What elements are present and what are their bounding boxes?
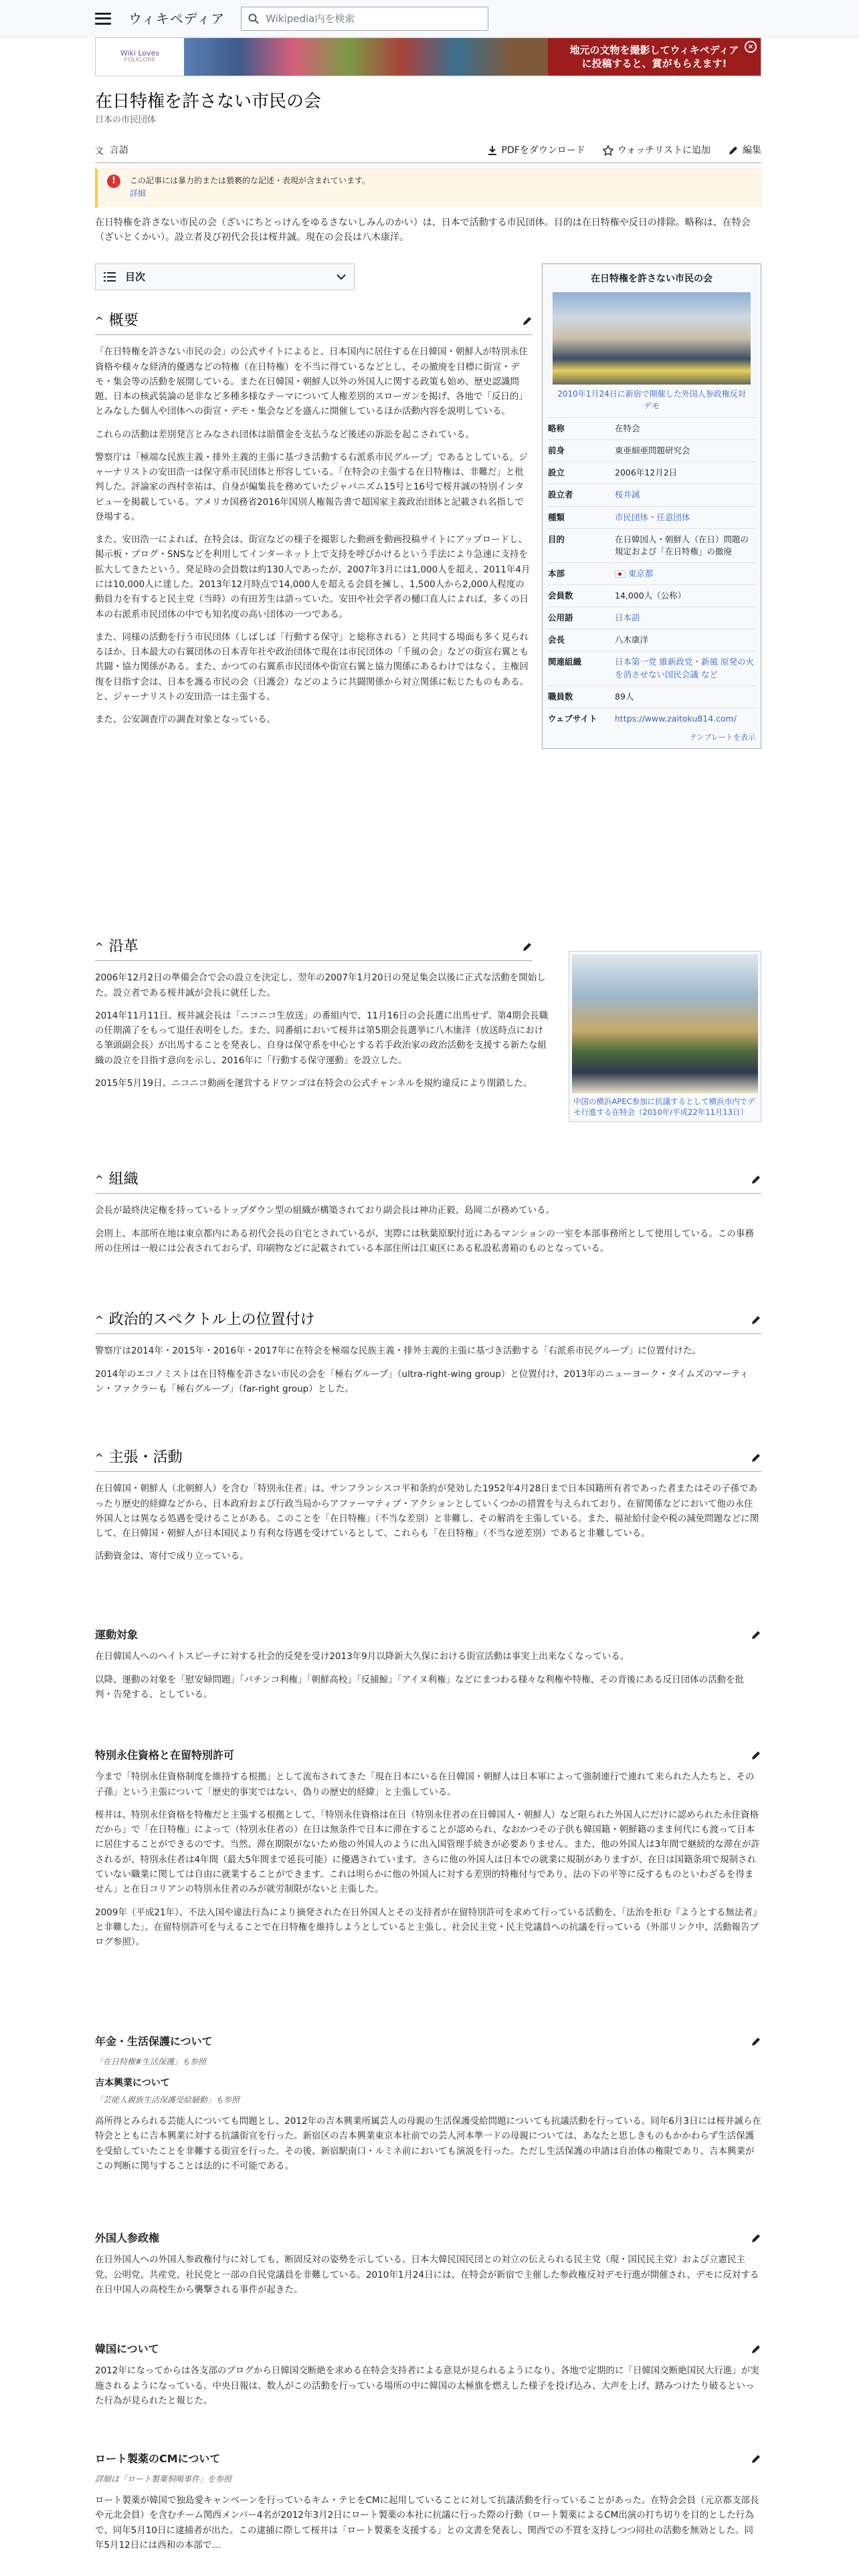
banner-logo: [96, 38, 184, 76]
paragraph: 高所得とみられる芸能人についても問題とし、2012年の吉本興業所属芸人の母親の生活保護受給問題についても抗議活動を行っている。同年6月3日には桜井誠ら在特会とともに吉本興業に対する抗議街宣を行った。新宿区の吉本興業東京本社前での芸人河本準一ドの母親については、あなたと思しきものもかかわらず生活保護を受給していたことを非難する街宣を行った。その後、新宿駅南口・ルミネ前においても演説を行った。ただし生活保護の申請は自治体の権限であり、吉本興業がこの判断に関与することは法的に不可能である。: [95, 2116, 761, 2171]
top-bar: [0, 0, 859, 37]
pencil-icon: [751, 2454, 761, 2464]
pencil-icon: [751, 2036, 761, 2047]
paragraph: 以降、運動の対象を「慰安婦問題」「パチンコ利権」「朝鮮高校」「反捕鯨」「アイヌ利権」などにまつわる様々な利権や特権、その背後にある反日団体の活動を批判・告発する、としている。: [95, 1674, 745, 1700]
search-icon: [248, 13, 259, 24]
demo-photo: [572, 954, 758, 1093]
collapse-icon: ^: [95, 1313, 104, 1326]
collapse-icon: ^: [95, 940, 104, 953]
pencil-icon: [728, 145, 739, 156]
infobox-row: [548, 651, 755, 685]
paragraph: 2009年（平成21年）、不法入国や違法行為により摘発された在日外国人とその支持者が在留特別許可を求めて行っている活動を、「法治を拒む『ようとする無法者』と非難した」。在留特別許可を与えることで在日特権を維持しようとしていると主張し、社会民主党・民主党議員への抗議を行っている（外部リンク中、活動報告ブログ参照）。: [95, 1907, 759, 1948]
paragraph: また、安田浩一によれば、在特会は、街宣などの様子を撮影した動画を動画投稿サイトにアップロードし、掲示板・ブログ・SNSなどを利用してインターネット上で支持を呼びかけるという手法により急速に支持を拡大してきたという。発足時の会員数は約130人であったが、2007年3月には1,000人を超え、2011年4月には10,000人に達した。2013年12月時点で14,000人を超える会員を擁し、1,500人から2,000人程度の動員力を有すると民主党（当時）の有田芳生は語っていた。安田や社会学者の樋口直人によれば、多くの日本の右派系市民団体の中でも知名度の高い団体の一つである。: [95, 534, 531, 620]
notice-text: この記事には暴力的または猥褻的な記述・表現が含まれています。: [130, 176, 371, 185]
infobox-image[interactable]: [553, 292, 751, 385]
infobox-label: 設立者: [548, 490, 573, 500]
japan-flag-icon: [615, 570, 626, 578]
main-menu-icon[interactable]: [95, 13, 111, 25]
list-icon: [104, 272, 116, 282]
infobox-row: [548, 685, 755, 708]
infobox-caption[interactable]: 2010年1月24日に新宿で開催した外国人参政権反対デモ: [557, 389, 746, 411]
lead-paragraph: 在日特権を許さない市民の会（ざいにちとっけんをゆるさないしみんのかい）は、日本で活動する市民団体。目的は在日特権や反日の排除。略称は、在特会（ざいとくかい）。設立者及び初代会長は桜井誠。現在の会長は八木康洋。: [95, 217, 751, 243]
watchlist-button[interactable]: [603, 143, 710, 158]
hatnote: 詳細は「ロート製薬恫喝事件」を参照: [95, 2474, 232, 2484]
paragraph: また、同様の活動を行う市民団体（しばしば「行動する保守」と総称される）と共同する場面も多く見られるほか、日本最大の右翼団体の日本青年社や政治団体で現在は市民団体の「千風の会」などの街宣右翼とも共闘・協力関係がある。また、かつての右翼系市民団体や街宣右翼と協力関係にあるわけではなく、主権回復を目指す会は、日本を護る市民の会（日護会）などのように共闘関係から対立関係に転じたものもある。と、ジャーナリストの安田浩一は主張する。: [95, 631, 529, 702]
paragraph: 在日外国人への外国人参政権付与に対しても、断固反対の姿勢を示している。日本大韓民国民団との対立の伝えられる民主党（現・国民民主党）および立憲民主党、公明党、共産党、社民党と一部の自民党議員を非難している。2010年1月24日には、在特会が新宿で主催した参政権反対デモ行進が開催され、デモに反対する在日中国人の高校生から襲撃される事件が起きた。: [95, 2254, 759, 2295]
infobox-label: 種類: [548, 512, 565, 522]
infobox-label: 本部: [548, 568, 565, 578]
chevron-down-icon: [337, 274, 346, 280]
infobox-value[interactable]: 東京都: [615, 568, 755, 580]
language-button[interactable]: [95, 143, 128, 158]
banner-cta[interactable]: [548, 38, 761, 76]
page-subtitle: 日本の市民団体: [95, 115, 157, 125]
infobox-label: 公用語: [548, 613, 573, 623]
infobox-row: [548, 417, 755, 439]
pencil-icon: [751, 2233, 761, 2244]
infobox-value[interactable]: 89人: [615, 691, 634, 702]
section-heading[interactable]: ^ 沿革: [95, 935, 533, 961]
infobox-value[interactable]: 2006年12月2日: [615, 467, 678, 478]
pencil-icon: [751, 1315, 761, 1325]
infobox-label: 職員数: [548, 691, 573, 702]
infobox-row: [548, 439, 755, 461]
banner-logo-sub: FOLKLORE: [124, 57, 156, 64]
pdf-label: PDFをダウンロード: [501, 145, 585, 156]
page-title: 在日特権を許さない市民の会: [95, 92, 322, 112]
infobox-row: [548, 562, 755, 584]
section-history: [95, 935, 557, 1099]
subsection-heading[interactable]: 外国人参政権: [95, 2230, 761, 2247]
section-spectrum: [95, 1308, 761, 1404]
paragraph: 2006年12月2日の準備会合で会の設立を決定し、翌年の2007年1月20日の発足集会以後に正式な活動を開始した。設立者である桜井誠が会長に就任した。: [95, 972, 546, 998]
edit-button[interactable]: [728, 143, 761, 158]
section-targets: [95, 1626, 761, 1710]
search-input[interactable]: [241, 7, 488, 31]
section-claims: [95, 1446, 761, 1572]
infobox: [542, 263, 761, 749]
pencil-icon: [751, 1453, 761, 1463]
language-icon: [95, 145, 106, 156]
edit-label: 編集: [743, 145, 761, 156]
notice-details-link[interactable]: 詳細: [130, 189, 147, 199]
campaign-banner[interactable]: [95, 37, 761, 76]
paragraph: 2014年11月11日、桜井誠会長は「ニコニコ生放送」の番組内で、11月16日の会長選に出馬せず、第4期会長職の任期満了をもって退任表明をした。また、同番組において桜井は第5期会長選挙に八木康洋（放送時点における筆頭副会長）が出馬することを発表し、自身は保守系を中心とする若手政治家の政治活動を支援する新たな組織の設立を目指す意向を示し、2016年に「行動する保守運動」を設立した。: [95, 1010, 549, 1066]
infobox-template-link[interactable]: テンプレートを表示: [689, 732, 755, 742]
infobox-label: 目的: [548, 534, 565, 544]
warning-icon: !: [107, 175, 120, 188]
star-icon: [603, 145, 613, 156]
banner-cta-text: 地元の文物を撮影してウィキペディアに投稿すると、賞がもらえます!: [569, 43, 739, 70]
infobox-label: 略称: [548, 423, 565, 434]
paragraph: これらの活動は差別発言とみなされ団体は賠償金を支払うなど後述の訴訟を起こされている。: [95, 429, 474, 440]
close-icon[interactable]: ×: [745, 41, 757, 53]
section-heading[interactable]: ^ 政治的スペクトル上の位置付け: [95, 1308, 761, 1334]
paragraph: 2015年5月19日、ニコニコ動画を運営するドワンゴは在特会の公式チャンネルを規約違反により閉鎖した。: [95, 1077, 533, 1089]
pencil-icon: [751, 1630, 761, 1640]
section-overview: [95, 309, 533, 735]
infobox-value[interactable]: 東亜細亜問題研究会: [615, 445, 690, 456]
subsection-heading[interactable]: ロート製薬のCMについて: [95, 2450, 761, 2468]
infobox-row: [548, 528, 755, 562]
sub-subsection-heading: 吉本興業について: [95, 2078, 170, 2089]
paragraph: 会長が最終決定権を持っているトップダウン型の組織が構築されており副会長は神功正毅、島岡二が務めている。: [95, 1205, 555, 1216]
infobox-label: ウェブサイト: [548, 713, 597, 724]
section-residence: [95, 1747, 761, 1957]
subsection-heading[interactable]: 韓国について: [95, 2341, 761, 2358]
section-heading[interactable]: ^ 主張・活動: [95, 1446, 761, 1472]
paragraph: 在日韓国・朝鮮人（北朝鮮人）を含む「特別永住者」は、サンフランシスコ平和条約が発効した1952年4月28日まで日本国籍所有者であった者またはその子孫であったり歴史的経緯などから、日本政府および行政当局からアファーマティブ・アクションとしていくつかの措置を与えられており、在留関係などにおいて他の永住外国人とは異なる処遇を受けることがある。このことを「在日特権」（不当な差別）と非難し、その解消を主張している。また、福祉給付金や税の減免問題などに関して、在日韓国・朝鮮人が日本国民より有利な待遇を受けているとして、これらも「在日特権」（不当な逆差別）であると非難している。: [95, 1483, 759, 1539]
pdf-download-button[interactable]: [487, 143, 585, 158]
pencil-icon: [522, 316, 533, 326]
infobox-row: [548, 584, 755, 607]
paragraph: 会則上、本部所在地は東京都内にある初代会長の自宅とされているが、実際には秋葉原駅付近にあるマンションの一室を本部事務所として使用している。この事務所の住所は一般には公表されておらず、印刷物などに記載されている本部住所は江東区にある私設私書箱のものとなっている。: [95, 1228, 754, 1254]
infobox-value[interactable]: 桜井誠: [615, 490, 640, 500]
paragraph: また、公安調査庁の調査対象となっている。: [95, 714, 276, 726]
pencil-icon: [751, 2344, 761, 2355]
paragraph: 今まで「特別永住資格制度を維持する根拠」として流布されてきた「現在日本にいる在日韓国・朝鮮人は日本軍によって強制連行で連れて来られた人たちと、その子孫」という主張について「歴史的事実ではない、偽りの歴史的経緯」と主張している。: [95, 1772, 755, 1798]
hatnote: 「芸能人親族生活保護受給騒動」も参照: [95, 2095, 240, 2105]
banner-photo-strip: [184, 38, 548, 76]
infobox-row: [548, 506, 755, 528]
infobox-row: [548, 708, 755, 730]
language-label: 言語: [110, 145, 128, 156]
infobox-label: 関連組織: [548, 657, 582, 667]
site-logo[interactable]: ウィキペディア: [128, 10, 225, 27]
paragraph: 2014年のエコノミストは在日特権を許さない市民の会を「極右グループ」（ultra-right-wing group）と位置付け、2013年のニューヨーク・タイムズのマーティン・ファクラーも「極右グループ」（far-right group）とした。: [95, 1368, 749, 1394]
section-heading[interactable]: ^ 概要: [95, 309, 533, 335]
section-suffrage: [95, 2230, 761, 2305]
infobox-label: 会員数: [548, 591, 573, 601]
paragraph: 活動資金は、寄付で成り立っている。: [95, 1551, 249, 1562]
infobox-value[interactable]: https://www.zaitoku814.com/: [615, 713, 737, 724]
banner-logo-text: Wiki Loves: [120, 49, 160, 58]
hatnote: 「在日特権#生活保護」も参照: [95, 2057, 207, 2067]
history-figure[interactable]: [569, 951, 761, 1122]
pencil-icon: [522, 942, 533, 952]
collapse-icon: ^: [95, 1451, 104, 1464]
pencil-icon: [751, 1174, 761, 1185]
figure-caption: 中国の横浜APEC参加に抗議するとして横浜市内でデモ行進する在特会（2010年/平成22年11月13日）: [573, 1097, 755, 1117]
toc-label: 目次: [125, 271, 146, 283]
infobox-value[interactable]: 14,000人（公称）: [615, 591, 686, 601]
infobox-value[interactable]: 市民団体・任意団体: [615, 512, 690, 522]
section-organization: [95, 1168, 761, 1264]
collapse-icon: ^: [95, 1173, 104, 1186]
infobox-value[interactable]: 八木康洋: [615, 635, 649, 645]
paragraph: 2012年になってからは各支部のブログから日韓国交断絶を求める在特会支持者による意見が見られるようになり、各地で定期的に「日韓国交断絶国民大行進」が実施されるようになっている。中央日報は、数人がこの活動を行っている場所の中に韓国の太極旗を燃えした様子を投げ込み、大声を上げ、踏みつけたり破るといった行為が見られたと報じた。: [95, 2365, 759, 2406]
infobox-row: [548, 484, 755, 506]
download-icon: [487, 145, 498, 156]
infobox-row: [548, 607, 755, 629]
paragraph: 「在日特権を許さない市民の会」の公式サイトによると、日本国内に居住する在日韓国・朝鮮人が特別永住資格や様々な経済的優遇などの特権（在日特権）を不当に得ているなどとし、その撤廃を目標に街宣・デモ・集会等の活動を展開している。また在日韓国・朝鮮人以外の外国人に関する政策も始め、歴史認識問題、日本の核武装論の是非など多種多様なテーマについて人権差別的スローガンを掲げ、各地で「反日的」とみなした個人や団体への街宣・デモ・集会などを盛んに開催しているほか活動内容を説明している。: [95, 346, 529, 417]
section-heading[interactable]: ^ 組織: [95, 1168, 761, 1194]
infobox-label: 設立: [548, 467, 565, 478]
pencil-icon: [751, 1750, 761, 1761]
infobox-label: 前身: [548, 445, 565, 456]
toc-toggle[interactable]: [95, 263, 355, 290]
subsection-heading[interactable]: 運動対象: [95, 1626, 761, 1644]
section-lotte: [95, 2450, 761, 2576]
infobox-row: [548, 629, 755, 651]
paragraph: 警察庁は2014年・2015年・2016年・2017年に在特会を極端な民族主義・排外主義的主張に基づき活動する「右派系市民グループ」に位置付けた。: [95, 1346, 701, 1357]
infobox-value[interactable]: 日本語: [615, 613, 640, 623]
svg-text:文: 文: [95, 146, 104, 156]
infobox-row: [548, 461, 755, 484]
subsection-heading[interactable]: 年金・生活保護について: [95, 2033, 761, 2050]
section-pension: [95, 2033, 761, 2181]
collapse-icon: ^: [95, 314, 104, 327]
content-warning-notice: [95, 169, 761, 207]
infobox-value[interactable]: 在特会: [615, 423, 640, 434]
infobox-value[interactable]: 日本第一党 維新政党・新風 原発の火を消させない国民会議 など: [615, 657, 754, 679]
infobox-label: 会長: [548, 635, 565, 645]
search-placeholder: Wikipedia内を検索: [266, 12, 355, 25]
subsection-heading[interactable]: 特別永住資格と在留特別許可: [95, 1747, 761, 1764]
paragraph: ロート製薬が韓国で独島愛キャンペーンを行っているキム・テヒをCMに起用していることに対して抗議活動を行っていることがあった。在特会会員（元京都支部長や元北会員）を含むチーム関西メンバー4名が2012年3月2日にロート製薬の本社に抗議に行った際の行動（ロート製薬によるCM出演の打ち切りを目的とした行為で、同年5月10日に逮捕者が出た。この逮捕に際して桜井は「ロート製薬を支援する」との文書を発表し、関西での不買を支持しつつ同社の活動を無効とした。同年5月12日には西和の本部で…: [95, 2495, 759, 2551]
paragraph: 在日韓国人へのヘイトスピーチに対する社会的反発を受け2013年9月以降新大久保における街宣活動は事実上出来なくなっている。: [95, 1651, 630, 1662]
paragraph: 警察庁は「極端な民族主義・排外主義的主張に基づき活動する右派系市民グループ」であるとしている。ジャーナリストの安田浩一は保守系市民団体と形容している。「在特会の主張する在日特権は、非難だ」と批判した。評論家の西村幸祐は、自身が編集長を務めていたジャパニズム15号と16号で桜井誠の特別インタビューを掲載している。アメリカ国務省2016年国別人権報告書で超国家主義政治団体と記載され名指しで登場する。: [95, 451, 528, 522]
page-toolbar: [95, 139, 761, 163]
section-korea: [95, 2341, 761, 2416]
watchlist-label: ウォッチリストに追加: [617, 145, 710, 156]
infobox-value[interactable]: 在日韓国人・朝鮮人（在日）問題の規定および「在日特権」の撤廃: [615, 534, 749, 556]
infobox-title: 在日特権を許さない市民の会: [591, 274, 712, 284]
paragraph: 桜井は、特別永住資格を特権だと主張する根拠として、「特別永住資格は在日（特別永住者の在日韓国人・朝鮮人）など限られた外国人にだけに認められた永住資格だから」で「在日特権」によって（特別永住者の）在日は無条件で日本に滞在することが認められ、なおかつその子供も韓国籍・朝鮮籍のまま何代にも渡って日本に居住することができるのです。当然、滞在期限がないため他の外国人のように出入国管理手続きが必要ありません。また、他の外国人は3年間で継続的な滞在が許されるが、特別永住者は4年間（最大5年間まで延長可能）に優遇されています。さらに他の外国人は日本での就業に規制がありますが、在日は国籍条項で規制されていない職業に関しては自由に就業することができます。これは明らかに他の外国人に対する差別的特権付与であり、法の下の平等に反するものといわざるを得ません」と在日コリアンの特別永住者のみが就労制限がないと主張した。: [95, 1809, 760, 1895]
